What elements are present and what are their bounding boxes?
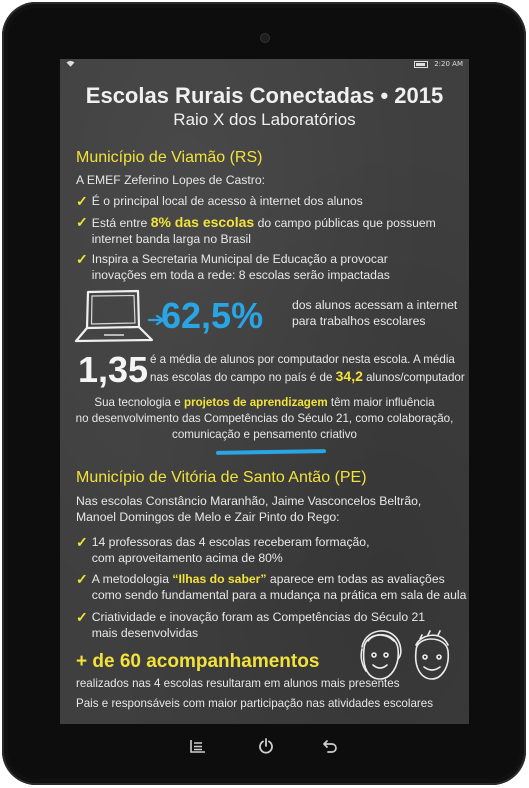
battery-icon — [414, 61, 428, 68]
menu-icon — [190, 739, 206, 753]
blue-underline — [216, 449, 326, 455]
laptop-icon — [74, 289, 154, 349]
footnote-2: Pais e responsáveis com maior participação nas atividades escolares — [76, 697, 434, 710]
page-subtitle: Raio X dos Laboratórios — [173, 110, 356, 129]
section-heading-viamao: Município de Viamão (RS) — [76, 149, 263, 166]
section-heading-vitoria: Município de Vitória de Santo Antão (PE) — [76, 469, 367, 486]
list-item: ✓ Inspira a Secretaria Municipal de Educação a provocar inovações em toda a rede: 8 escolas serão impactadas — [76, 251, 390, 282]
stat-62-5-percent: 62,5% — [161, 295, 264, 336]
highlight-projetos: projetos de aprendizagem — [183, 396, 328, 409]
stat2-description: é a média de alunos por computador nesta escola. A média nas escolas do campo no país é de 34,2 alunos/computador — [150, 353, 465, 384]
highlight-ilhas-do-saber: “Ilhas do saber” — [172, 572, 267, 586]
check-icon: ✓ — [76, 534, 88, 550]
highlight-60-acompanhamentos: + de 60 acompanhamentos — [76, 651, 320, 672]
list-item: ✓ 14 professoras das 4 escolas receberam formação, com aproveitamento acima de 80% — [76, 534, 370, 565]
check-icon: ✓ — [76, 214, 88, 230]
status-time: 2:20 AM — [434, 60, 463, 68]
list-item: ✓ Está entre 8% das escolas do campo públicas que possuem internet banda larga no Brasil — [76, 214, 436, 246]
camera-icon — [260, 33, 270, 43]
technology-paragraph: Sua tecnologia e projetos de aprendizagem têm maior influência no desenvolvimento das Competências do Século 21, como colaboração, comunicação e pensamento criativo — [75, 396, 454, 441]
viamao-intro: A EMEF Zeferino Lopes de Castro: — [76, 173, 265, 187]
vitoria-intro: Nas escolas Constâncio Maranhão, Jaime Vasconcelos Beltrão, Manoel Domingos de Melo e Zair Pinto do Rego: — [76, 494, 422, 524]
page-title: Escolas Rurais Conectadas • 2015 — [85, 83, 444, 108]
back-icon — [323, 739, 337, 753]
check-icon: ✓ — [76, 609, 88, 625]
back-button[interactable] — [317, 735, 343, 757]
tablet-frame — [2, 2, 526, 785]
power-button[interactable] — [253, 735, 279, 757]
status-bar — [60, 59, 469, 71]
list-item: ✓ É o principal local de acesso à internet dos alunos — [76, 193, 363, 209]
stat1-description: dos alunos acessam a internet para trabalhos escolares — [292, 298, 458, 328]
list-item: ✓ A metodologia “Ilhas do saber” aparece em todas as avaliações como sendo fundamental para a mudança na prática em sala de aula — [76, 571, 467, 602]
wifi-icon — [66, 60, 75, 69]
highlight-34-2: 34,2 — [335, 368, 363, 384]
check-icon: ✓ — [76, 251, 88, 267]
check-icon: ✓ — [76, 193, 88, 209]
footnote-1: realizados nas 4 escolas resultaram em alunos mais presentes — [76, 677, 400, 690]
highlight-8-percent: 8% das escolas — [150, 214, 255, 230]
check-icon: ✓ — [76, 571, 88, 587]
menu-button[interactable] — [185, 735, 211, 757]
stat-1-35: 1,35 — [78, 349, 149, 390]
list-item: ✓ Criatividade e inovação foram as Competências do Século 21 mais desenvolvidas — [76, 609, 426, 640]
screen — [60, 59, 469, 724]
power-icon — [258, 738, 274, 754]
